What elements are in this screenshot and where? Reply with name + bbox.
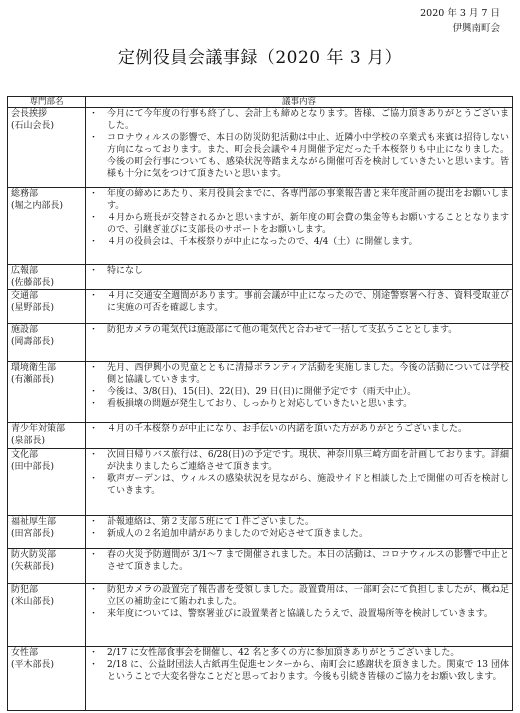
document-title: 定例役員会議事録（2020 年 3 月） [117,48,403,68]
content-cell [86,423,513,449]
dept-cell [8,362,86,423]
list-item: ・ 2/17 に女性部食事会を開催し、42 名と多くの方に参加頂きありがとうございました。 [89,647,509,659]
dept-head: (田宮部長) [11,529,55,539]
dept-head: (平木部長) [11,660,55,670]
table-row [8,265,513,290]
dept-name: 青少年対策部 [11,424,66,434]
content-cell [86,188,513,265]
document-date: 2020 年 3 月 7 日 [420,8,500,19]
list-item: ・ 今月にて今年度の行事も終了し、会計上も締めとなります。皆様、ご協力頂きありがとうございました。 [89,108,509,132]
list-item: ・ 訃報連絡は、第２支部５班にて１件ございました。 [89,516,509,528]
list-item: ・ 来年度については、警察署並びに設置業者と協議したうえで、設置場所等を検討していきます。 [89,608,509,620]
dept-name: 環境衛生部 [11,363,57,373]
content-cell [86,449,513,516]
dept-head: (米山部長) [11,597,55,607]
content-cell [86,647,513,711]
list-item: ・ 次回日帰りバス旅行は、6/28(日)の予定です。現状、神奈川県三崎方面を計画しております。詳細が決まりましたらご連絡させて頂きます。 [89,449,509,473]
content-cell [86,108,513,188]
list-item: ・ 年度の締めにあたり、来月役員会までに、各専門部の事業報告書と来年度計画の提出をお願いします。 [89,188,509,212]
dept-cell [8,324,86,362]
dept-name: 施設部 [11,325,39,335]
content-cell [86,362,513,423]
dept-head: (有瀬部長) [11,375,55,385]
table-row [8,584,513,647]
dept-name: 防火防災部 [11,550,57,560]
list-item: ・ コロナウィルスの影響で、本日の防災防犯活動は中止、近隣小中学校の卒業式も来賓は招待しない方向になっております。また、町会長会議や４月開催予定だった千本桜祭りも中止になりました。今後の町会行事についても、感染状況等踏まえながら開催可否を検討していきたいと思います。皆様も十分に気をつけて頂きたいと思います。 [89,132,509,180]
dept-cell [8,516,86,549]
table-row [8,549,513,584]
dept-head: (石山会長) [11,121,55,131]
dept-cell [8,265,86,290]
dept-name: 福祉厚生部 [11,517,57,527]
list-item: ・ 先月、西伊興小の児童とともに清掃ボランティア活動を実施しました。今後の活動については学校側と協議していきます。 [89,362,509,386]
table-row [8,290,513,324]
table-row [8,516,513,549]
column-header-content: 議事内容 [86,97,513,108]
dept-head: (矢萩部長) [11,562,55,572]
list-item: ・ 春の火災予防週間が 3/1～7 まで開催されました。本日の活動は、コロナウィルスの影響で中止とさせて頂きました。 [89,549,509,573]
table-row [8,449,513,516]
list-item: ・ 防犯カメラの設置完了報告書を受領しました。設置費用は、一部町会にて負担しましたが、概ね足立区の補助金にて賄われました。 [89,584,509,608]
list-item: ・ ４月に交通安全週間があります。事前会議が中止になったので、別途警察署へ行き、資料受取並びに実施の可否を確認します。 [89,290,509,314]
list-item: ・ ４月の役員会は、千本桜祭りが中止になったので、4/4（土）に開催します。 [89,236,509,248]
list-item: ・ 今後は、3/8(日)、15(日)、22(日)、29 日(日)に開催予定です（雨天中止）。 [89,386,509,398]
dept-head: (田中部長) [11,462,55,472]
dept-head: (岡壽部長) [11,337,55,347]
dept-cell [8,290,86,324]
dept-cell [8,188,86,265]
list-item: ・ 看板損壊の問題が発生しており、しっかりと対応していきたいと思います。 [89,398,509,410]
list-item: ・ ４月の千本桜祭りが中止になり、お手伝いの内諾を頂いた方がありがとうございました。 [89,423,509,435]
content-cell [86,265,513,290]
dept-name: 会長挨拶 [11,109,48,119]
table-row [8,108,513,188]
minutes-table [7,96,513,711]
content-cell [86,584,513,647]
list-item: ・ ４月から班長が交替されるかと思いますが、新年度の町会費の集金等もお願いすることとなりますので、引継ぎ並びに支部長のサポートをお願いします。 [89,212,509,236]
content-cell [86,290,513,324]
dept-head: (佐藤部長) [11,278,55,288]
dept-name: 防犯部 [11,585,39,595]
list-item: ・ 特になし [89,265,509,277]
header-block [420,6,500,36]
dept-cell [8,449,86,516]
dept-name: 女性部 [11,648,39,658]
dept-head: (泉部長) [11,436,46,446]
table-header-row [8,97,513,108]
list-item: ・ 防犯カメラの電気代は施設部にて他の電気代と合わせて一括して支払うこととします。 [89,324,509,336]
dept-cell [8,584,86,647]
table-row [8,362,513,423]
table-row [8,423,513,449]
content-cell [86,549,513,584]
table-row [8,647,513,711]
dept-name: 交通部 [11,291,39,301]
table-row [8,188,513,265]
list-item: ・ 歌声ガーデンは、ウィルスの感染状況を見ながら、施設サイドと相談した上で開催の可否を検討していきます。 [89,473,509,497]
dept-head: (星野部長) [11,303,55,313]
dept-cell [8,549,86,584]
dept-head: (堀之内部長) [11,201,64,211]
dept-name: 総務部 [11,189,39,199]
content-cell [86,516,513,549]
dept-name: 文化部 [11,450,39,460]
list-item: ・ 2/18 に、公益財団法人古紙再生促進センターから、南町会に感謝状を頂きました。関東で 13 団体ということで大変名誉なことだと思っております。今後も引続き皆様のご協力をお願い致します。 [89,659,509,683]
content-cell [86,324,513,362]
column-header-dept: 専門部名 [8,97,86,108]
dept-cell [8,647,86,711]
table-row [8,324,513,362]
dept-cell [8,108,86,188]
dept-name: 広報部 [11,266,39,276]
dept-cell [8,423,86,449]
organization-name: 伊興南町会 [452,23,500,34]
list-item: ・ 新成人の２名追加申請がありましたので対応させて頂きました。 [89,528,509,540]
